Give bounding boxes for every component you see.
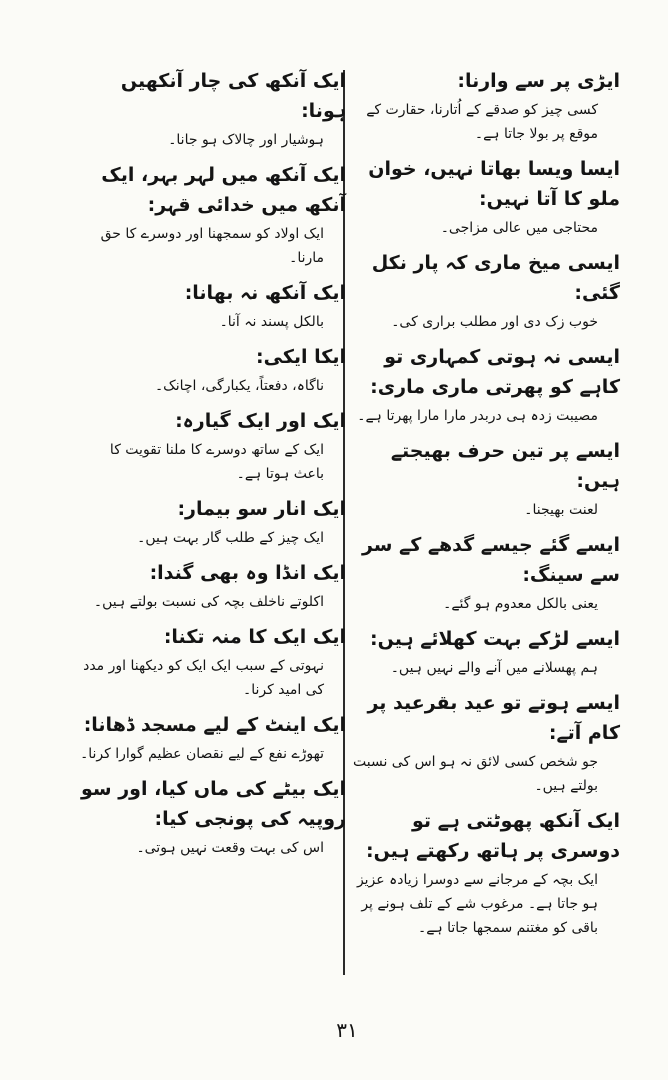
idiom-heading: ایک آنکھ کی چار آنکھیں ہونا: bbox=[120, 70, 346, 122]
idiom-heading: ایسے پر تین حرف بھیجتے ہیں: bbox=[390, 440, 620, 492]
idiom-meaning: ایک بچہ کے مرجانے سے دوسرا زیادہ عزیز ہو جاتا ہے۔ مرغوب شے کے تلف ہونے پر باقی کو مغتنم سمجھا جاتا ہے۔ bbox=[356, 872, 598, 936]
right-column bbox=[350, 66, 620, 948]
idiom-heading: ایک انڈا وہ بھی گندا: bbox=[149, 562, 346, 584]
idiom-heading: ایسا ویسا بھاتا نہیں، خوان ملو کا آتا نہیں: bbox=[368, 158, 620, 210]
idiom-entry bbox=[78, 342, 346, 398]
idiom-heading: ایک آنکھ نہ بھانا: bbox=[184, 282, 346, 304]
idiom-meaning: کسی چیز کو صدقے کے اُتارنا، حقارت کے موقع پر بولا جاتا ہے۔ bbox=[366, 102, 598, 142]
idiom-entry bbox=[350, 66, 620, 146]
idiom-entry bbox=[350, 436, 620, 522]
idiom-heading: ایک ایک کا منہ تکنا: bbox=[163, 626, 346, 648]
idiom-entry bbox=[350, 154, 620, 240]
idiom-entry bbox=[350, 688, 620, 798]
idiom-meaning: ایک چیز کے طلب گار بہت ہیں۔ bbox=[137, 530, 324, 546]
idiom-meaning: اس کی بہت وقعت نہیں ہوتی۔ bbox=[136, 840, 324, 856]
idiom-entry bbox=[78, 494, 346, 550]
idiom-heading: ایسی میخ ماری کہ پار نکل گئی: bbox=[371, 252, 620, 304]
idiom-meaning: ناگاہ، دفعتاً، یکبارگی، اچانک۔ bbox=[154, 378, 324, 394]
idiom-entry bbox=[350, 806, 620, 940]
idiom-meaning: ایک کے ساتھ دوسرے کا ملنا تقویت کا باعث ہوتا ہے۔ bbox=[109, 442, 324, 482]
idiom-meaning: مصیبت زدہ ہی دربدر مارا مارا پھرتا ہے۔ bbox=[357, 408, 598, 424]
idiom-meaning: نہوتی کے سبب ایک ایک کو دیکھنا اور مدد کی امید کرنا۔ bbox=[83, 658, 324, 698]
idiom-heading: ایسے ہوتے تو عید بقرعید پر کام آتے: bbox=[367, 692, 620, 744]
idiom-entry bbox=[350, 624, 620, 680]
idiom-heading: ایسے گئے جیسے گدھے کے سر سے سینگ: bbox=[361, 534, 620, 586]
idiom-heading: ایک بیٹے کی ماں کیا، اور سو روپیہ کی پونجی کیا: bbox=[81, 778, 346, 830]
idiom-meaning: ایک اولاد کو سمجھنا اور دوسرے کا حق مارنا۔ bbox=[100, 226, 324, 266]
idiom-heading: ایک اور ایک گیارہ: bbox=[175, 410, 346, 432]
idiom-meaning: تھوڑے نفع کے لیے نقصان عظیم گوارا کرنا۔ bbox=[80, 746, 324, 762]
idiom-heading: ایک آنکھ پھوٹتی ہے تو دوسری پر ہاتھ رکھتے ہیں: bbox=[365, 810, 620, 862]
idiom-meaning: اکلوتے ناخلف بچہ کی نسبت بولتے ہیں۔ bbox=[93, 594, 324, 610]
idiom-entry bbox=[350, 342, 620, 428]
left-column bbox=[78, 66, 346, 868]
idiom-meaning: یعنی بالکل معدوم ہو گئے۔ bbox=[443, 596, 598, 612]
idiom-heading: ایک اینٹ کے لیے مسجد ڈھانا: bbox=[83, 714, 346, 736]
idiom-entry bbox=[78, 66, 346, 152]
idiom-meaning: لعنت بھیجنا۔ bbox=[524, 502, 598, 518]
idiom-meaning: خوب زک دی اور مطلب براری کی۔ bbox=[391, 314, 598, 330]
idiom-meaning: ہم پھسلانے میں آنے والے نہیں ہیں۔ bbox=[390, 660, 598, 676]
idiom-heading: ایکا ایکی: bbox=[256, 346, 346, 368]
idiom-meaning: بالکل پسند نہ آنا۔ bbox=[219, 314, 324, 330]
idiom-heading: ایسی نہ ہوتی کمہاری تو کاہے کو پھرتی ماری ماری: bbox=[370, 346, 620, 398]
idiom-entry bbox=[78, 774, 346, 860]
idiom-meaning: جو شخص کسی لائق نہ ہو اس کی نسبت بولتے ہیں۔ bbox=[353, 754, 598, 794]
idiom-heading: ایڑی پر سے وارنا: bbox=[457, 70, 620, 92]
idiom-entry bbox=[78, 406, 346, 486]
idiom-entry bbox=[78, 160, 346, 270]
idiom-entry bbox=[78, 622, 346, 702]
idiom-entry bbox=[78, 710, 346, 766]
idiom-meaning: محتاجی میں عالی مزاجی۔ bbox=[440, 220, 598, 236]
idiom-heading: ایسے لڑکے بہت کھلائے ہیں: bbox=[370, 628, 620, 650]
page-number: ۳۱ bbox=[336, 1018, 358, 1042]
idiom-heading: ایک انار سو بیمار: bbox=[177, 498, 346, 520]
idiom-entry bbox=[350, 248, 620, 334]
idiom-entry bbox=[78, 278, 346, 334]
idiom-meaning: ہوشیار اور چالاک ہو جانا۔ bbox=[168, 132, 324, 148]
idiom-entry bbox=[78, 558, 346, 614]
idiom-heading: ایک آنکھ میں لہر بہر، ایک آنکھ میں خدائی قہر: bbox=[101, 164, 346, 216]
idiom-entry bbox=[350, 530, 620, 616]
